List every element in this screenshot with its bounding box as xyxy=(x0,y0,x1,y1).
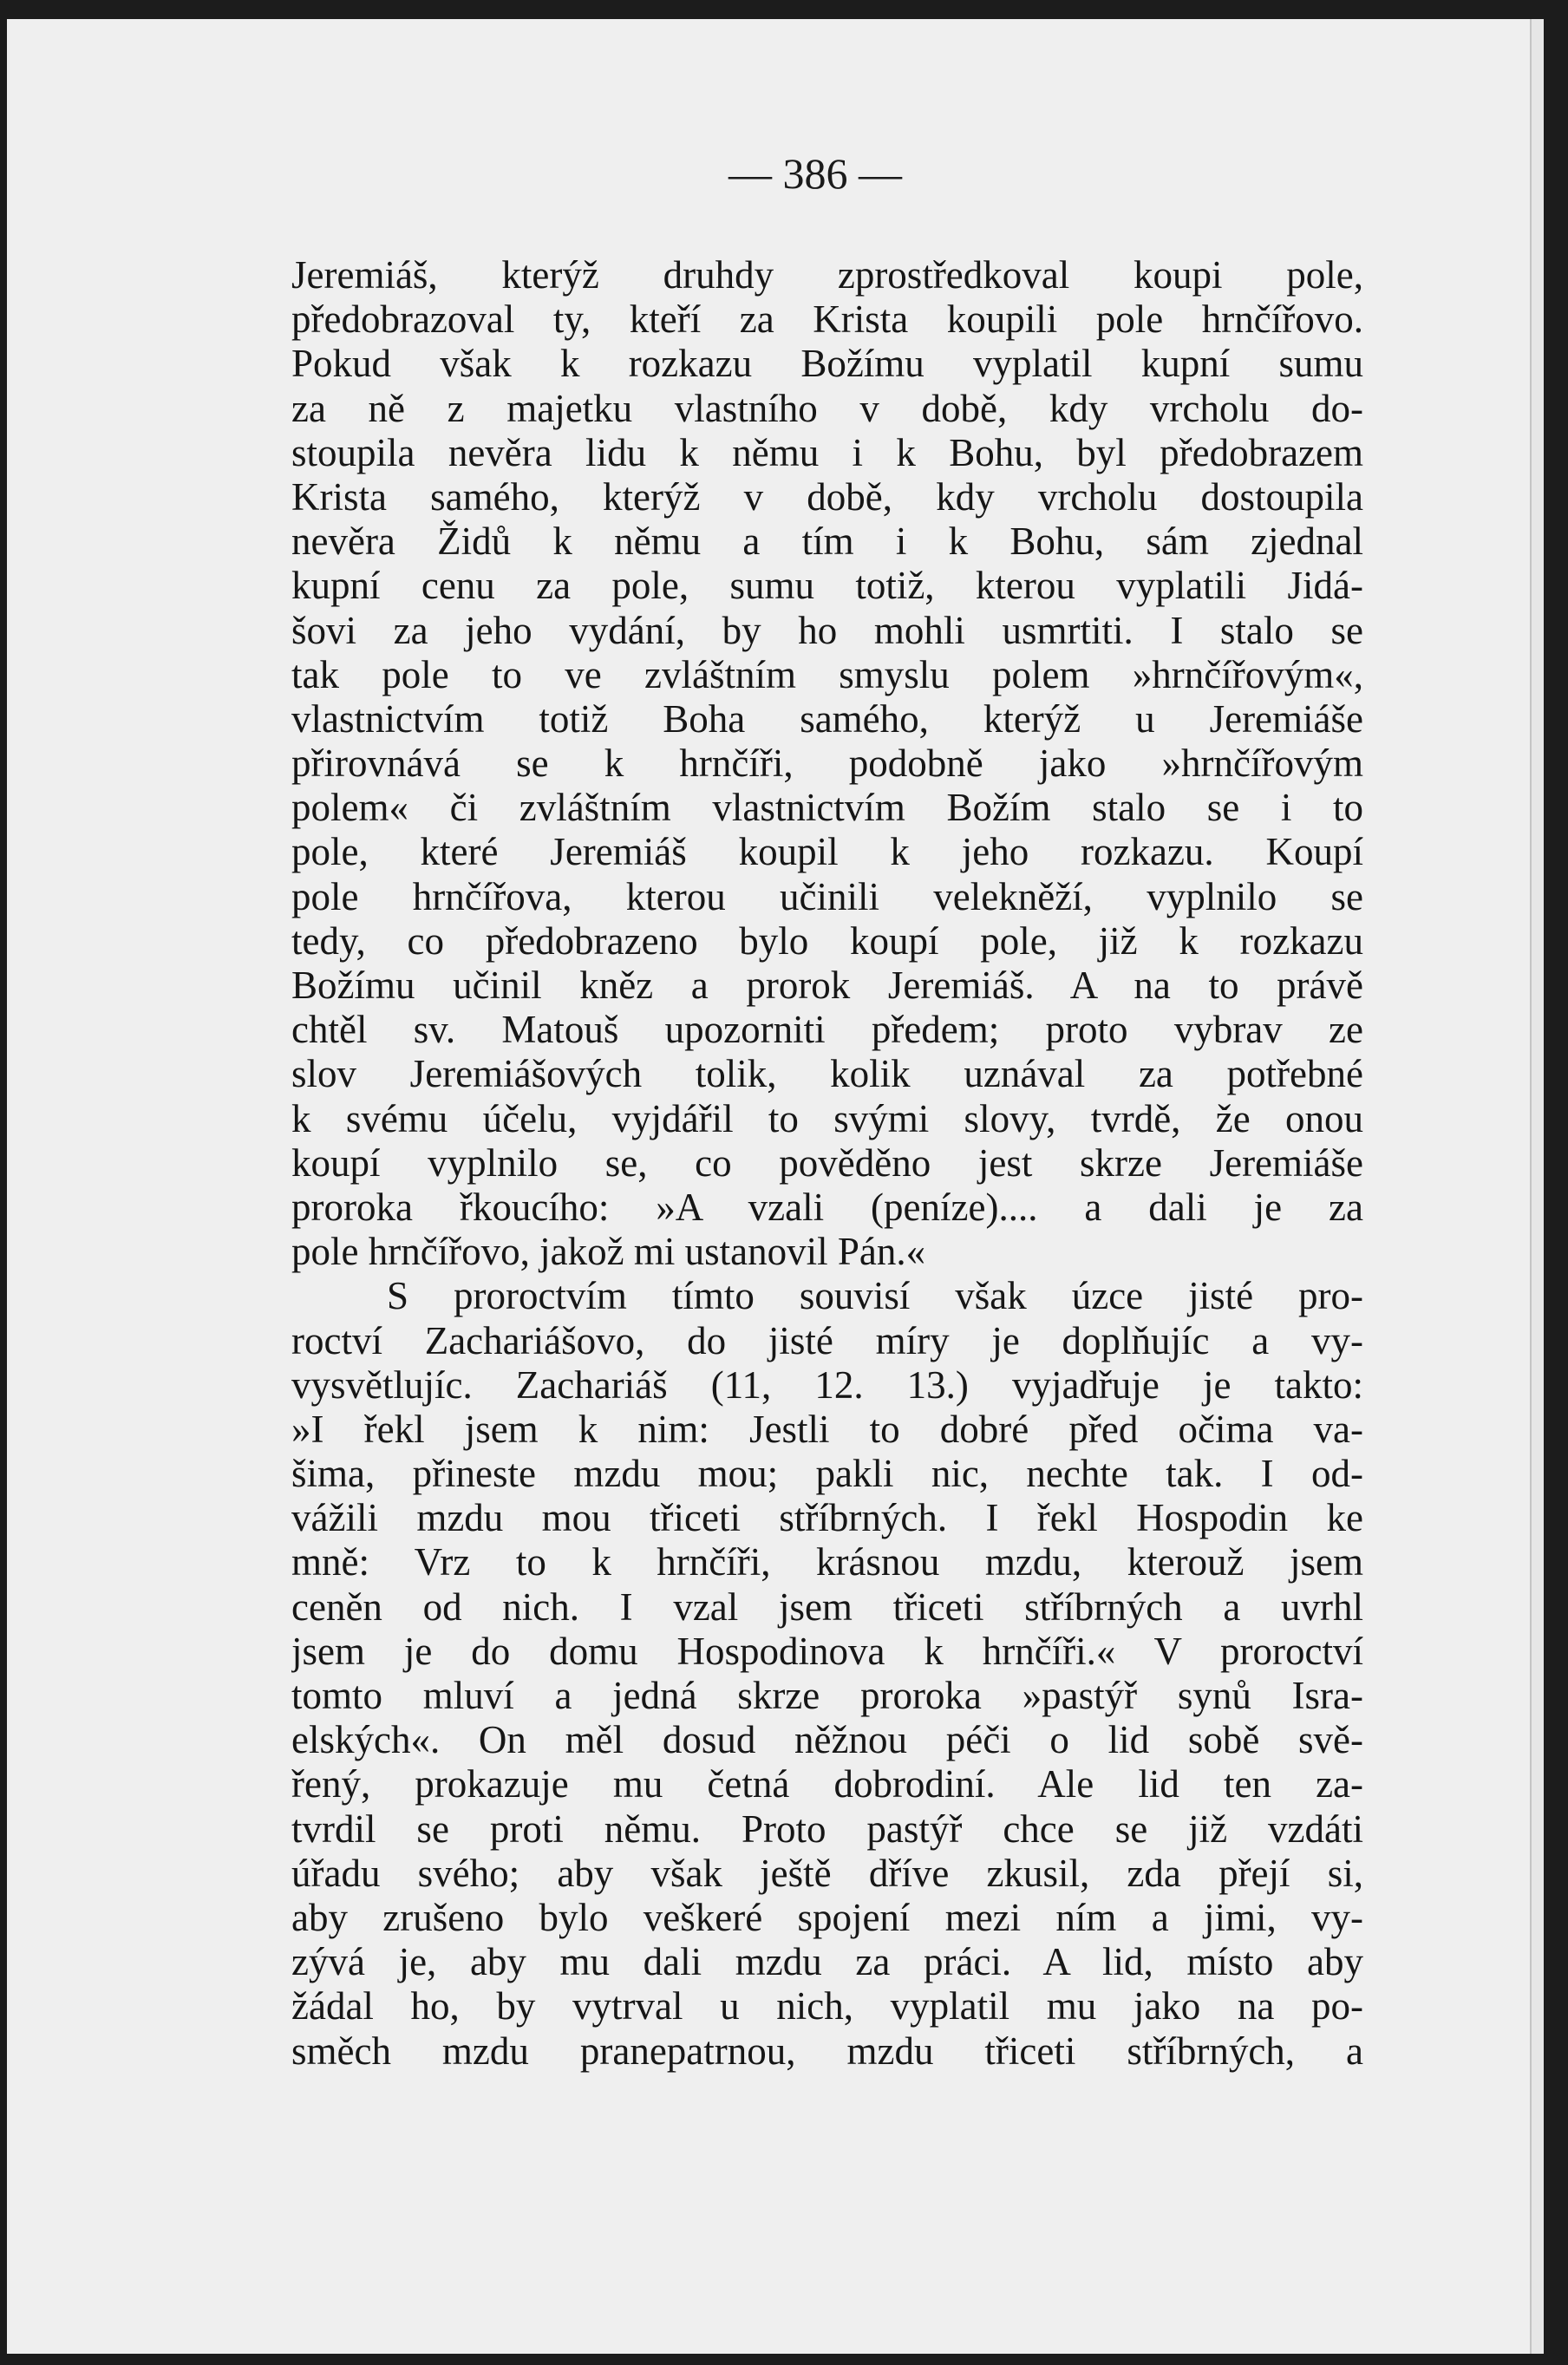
text-line: přirovnává se k hrnčíři, podobně jako »hrnčířovým xyxy=(291,742,1363,786)
paragraph-first-line: S proroctvím tímto souvisí však úzce jisté pro- xyxy=(387,1274,1363,1318)
text-line: kupní cenu za pole, sumu totiž, kterou vyplatili Jidá- xyxy=(291,564,1363,608)
text-line: žádal ho, by vytrval u nich, vyplatil mu jako na po- xyxy=(291,1984,1363,2029)
text-line: jsem je do domu Hospodinova k hrnčíři.« V proroctví xyxy=(291,1629,1363,1673)
text-line: pole, které Jeremiáš koupil k jeho rozkazu. Koupí xyxy=(291,830,1363,874)
text-line: elských«. On měl dosud něžnou péči o lid sobě svě- xyxy=(291,1718,1363,1762)
text-line: k svému účelu, vyjdářil to svými slovy, tvrdě, že onou xyxy=(291,1096,1363,1140)
text-line: polem« či zvláštním vlastnictvím Božím stalo se i to xyxy=(291,786,1363,830)
text-line: koupí vyplnilo se, co pověděno jest skrze Jeremiáše xyxy=(291,1140,1363,1185)
text-line: směch mzdu pranepatrnou, mzdu třiceti stříbrných, a xyxy=(291,2029,1363,2073)
text-line: předobrazoval ty, kteří za Krista koupili pole hrnčířovo. xyxy=(291,297,1363,342)
text-line: mně: Vrz to k hrnčíři, krásnou mzdu, kterouž jsem xyxy=(291,1540,1363,1584)
text-line: nevěra Židů k němu a tím i k Bohu, sám zjednal xyxy=(291,519,1363,564)
text-line: tomto mluví a jedná skrze proroka »pastýř synů Isra- xyxy=(291,1674,1363,1717)
text-line: slov Jeremiášových tolik, kolik uznával za potřebné xyxy=(291,1052,1363,1096)
text-line: vlastnictvím totiž Boha samého, kterýž u Jeremiáše xyxy=(291,696,1363,741)
text-line: roctví Zachariášovo, do jisté míry je doplňujíc a vy- xyxy=(291,1318,1363,1362)
text-line: šima, přineste mzdu mou; pakli nic, nechte tak. I od- xyxy=(291,1452,1363,1496)
text-line: tvrdil se proti němu. Proto pastýř chce se již vzdáti xyxy=(291,1806,1363,1851)
text-line: Krista samého, kterýž v době, kdy vrcholu dostoupila xyxy=(291,474,1363,519)
text-line: pole hrnčířovo, jakož mi ustanovil Pán.« xyxy=(291,1230,926,1274)
text-line: stoupila nevěra lidu k němu i k Bohu, byl předobrazem xyxy=(291,430,1363,474)
text-line: ceněn od nich. I vzal jsem třiceti stříbrných a uvrhl xyxy=(291,1584,1363,1629)
text-line: zývá je, aby mu dali mzdu za práci. A lid, místo aby xyxy=(291,1940,1363,1984)
text-line: tedy, co předobrazeno bylo koupí pole, již k rozkazu xyxy=(291,918,1363,963)
text-line: Božímu učinil kněz a prorok Jeremiáš. A na to právě xyxy=(291,964,1363,1007)
text-line: vysvětlujíc. Zachariáš (11, 12. 13.) vyjadřuje je takto: xyxy=(291,1362,1363,1407)
text-line: Jeremiáš, kterýž druhdy zprostředkoval koupi pole, xyxy=(291,253,1363,297)
body-text xyxy=(291,253,1363,2074)
text-line: »I řekl jsem k nim: Jestli to dobré před očima va- xyxy=(291,1407,1363,1451)
text-line: řený, prokazuje mu četná dobrodiní. Ale lid ten za- xyxy=(291,1762,1363,1806)
text-line: úřadu svého; aby však ještě dříve zkusil, zda přejí si, xyxy=(291,1851,1363,1895)
text-line: vážili mzdu mou třiceti stříbrných. I řekl Hospodin ke xyxy=(291,1496,1363,1540)
text-line: šovi za jeho vydání, by ho mohli usmrtiti. I stalo se xyxy=(291,608,1363,652)
text-line: Pokud však k rozkazu Božímu vyplatil kupní sumu xyxy=(291,342,1363,386)
text-line: pole hrnčířova, kterou učinili velekněží, vyplnilo se xyxy=(291,874,1363,918)
page-number: — 386 — xyxy=(728,149,902,198)
text-line: proroka řkoucího: »A vzali (peníze).... a dali je za xyxy=(291,1185,1363,1229)
text-line: aby zrušeno bylo veškeré spojení mezi ním a jimi, vy- xyxy=(291,1895,1363,1939)
page-edge xyxy=(1530,19,1544,2354)
text-line: tak pole to ve zvláštním smyslu polem »hrnčířovým«, xyxy=(291,652,1363,696)
text-line: chtěl sv. Matouš upozorniti předem; proto vybrav ze xyxy=(291,1008,1363,1052)
text-line: za ně z majetku vlastního v době, kdy vrcholu do- xyxy=(291,386,1363,430)
